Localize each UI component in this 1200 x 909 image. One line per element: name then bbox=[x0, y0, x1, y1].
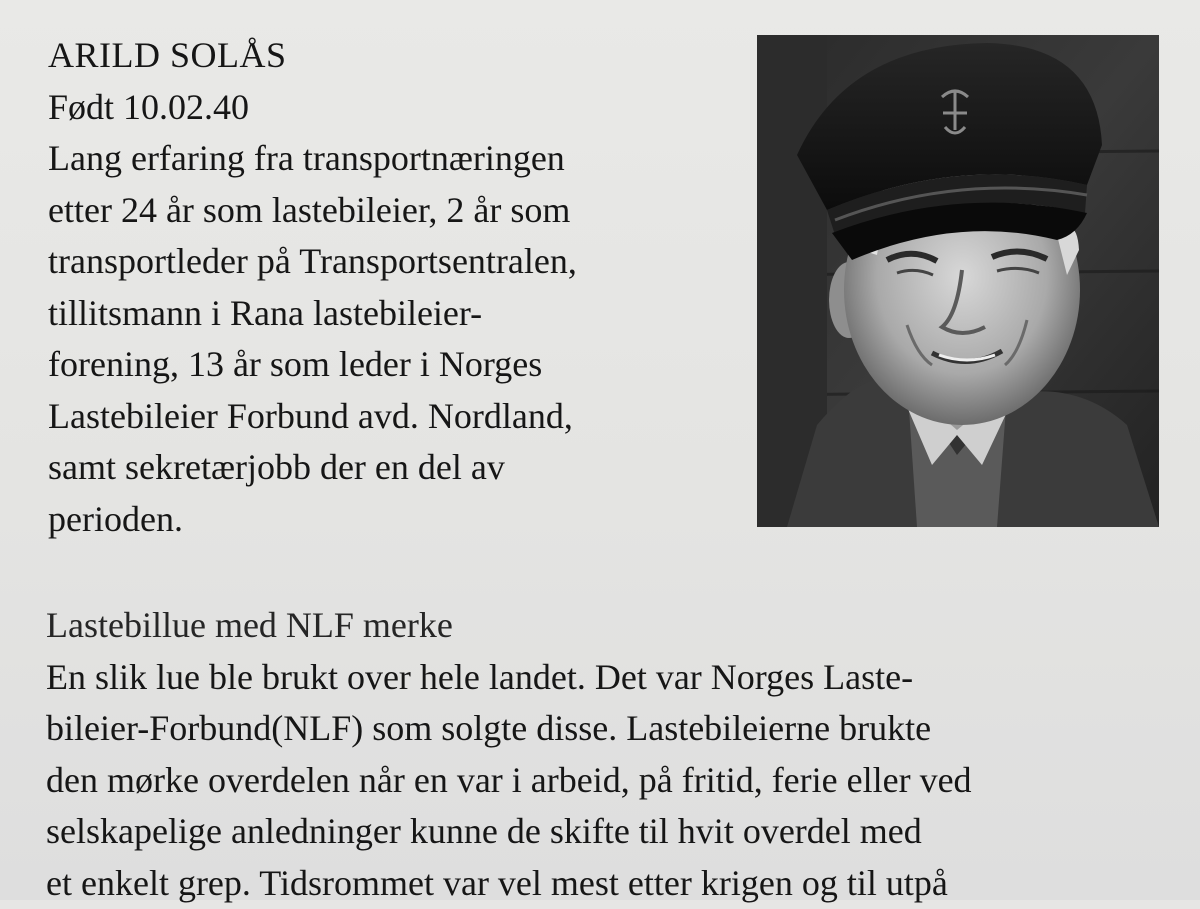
bio-line: perioden. bbox=[48, 494, 738, 546]
section-line: selskapelige anledninger kunne de skifte til hvit overdel med bbox=[46, 806, 1166, 858]
bio-line: forening, 13 år som leder i Norges bbox=[48, 339, 738, 391]
section-line: En slik lue ble brukt over hele landet. Det var Norges Laste- bbox=[46, 652, 1166, 704]
bio-line: transportleder på Transportsentralen, bbox=[48, 236, 738, 288]
portrait-illustration bbox=[757, 35, 1159, 527]
bio-text-block bbox=[48, 30, 738, 545]
section-title: Lastebillue med NLF merke bbox=[46, 600, 1166, 652]
section-line: et enkelt grep. Tidsrommet var vel mest etter krigen og til utpå bbox=[46, 858, 1166, 909]
bio-line: Lastebileier Forbund avd. Nordland, bbox=[48, 391, 738, 443]
bio-line: tillitsmann i Rana lastebileier- bbox=[48, 288, 738, 340]
bio-line: etter 24 år som lastebileier, 2 år som bbox=[48, 185, 738, 237]
section-line: bileier-Forbund(NLF) som solgte disse. Lastebileierne brukte bbox=[46, 703, 1166, 755]
portrait-photo bbox=[757, 35, 1159, 527]
section-line: den mørke overdelen når en var i arbeid, på fritid, ferie eller ved bbox=[46, 755, 1166, 807]
cap-description-section bbox=[46, 600, 1166, 909]
birth-date: Født 10.02.40 bbox=[48, 82, 738, 134]
bio-line: samt sekretærjobb der en del av bbox=[48, 442, 738, 494]
bio-line: Lang erfaring fra transportnæringen bbox=[48, 133, 738, 185]
person-name: ARILD SOLÅS bbox=[48, 30, 738, 82]
